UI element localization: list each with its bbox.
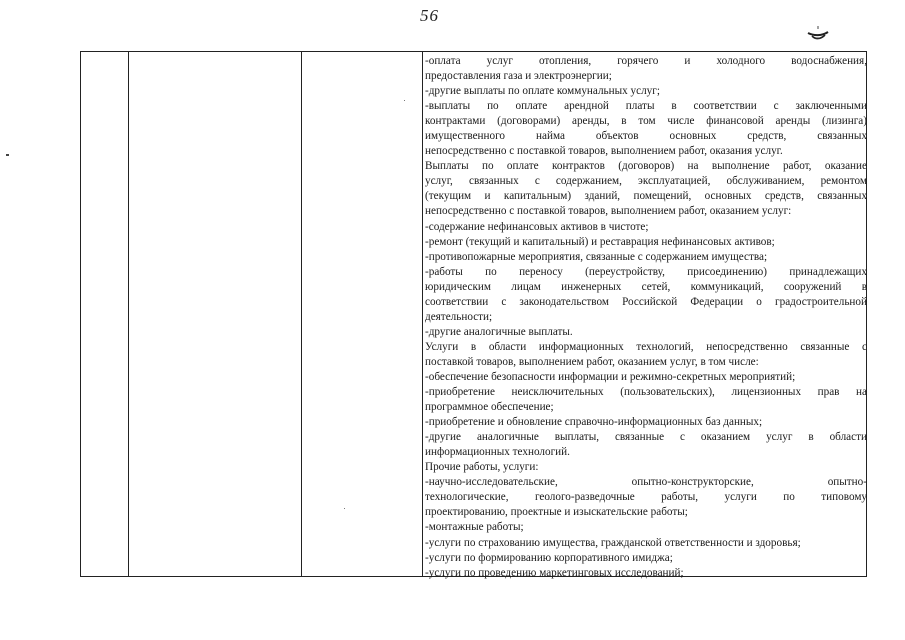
text-line: контрактами (договорами) аренды, в том числе финансовой аренды (лизинга) [425, 115, 867, 128]
text-line: предоставления газа и электроэнергии; [425, 70, 612, 83]
column-divider [301, 52, 302, 576]
text-line: -другие выплаты по оплате коммунальных услуг; [425, 85, 660, 98]
text-line: имущественного найма объектов основных средств, связанных [425, 130, 867, 143]
scan-artifact-mark [6, 154, 9, 156]
text-line: -содержание нефинансовых активов в чистоте; [425, 220, 649, 233]
text-line: -выплаты по оплате арендной платы в соответствии с заключенными [425, 100, 867, 113]
text-line: -услуги по проведению маркетинговых исследований; [425, 566, 684, 579]
text-line: услуг, связанных с содержанием, эксплуатацией, обслуживанием, ремонтом [425, 175, 867, 188]
text-line: информационных технологий. [425, 446, 570, 459]
text-line: (текущим и капитальным) зданий, помещений, основных средств, связанных [425, 190, 867, 203]
text-line: -монтажные работы; [425, 521, 524, 534]
text-line: -научно-исследовательские, опытно-конструкторские, опытно- [425, 476, 867, 489]
text-line: Услуги в области информационных технологий, непосредственно связанные с [425, 340, 867, 353]
text-line: -услуги по формированию корпоративного имиджа; [425, 551, 673, 564]
text-line: непосредственно с поставкой товаров, выполнением работ, оказанием услуг: [425, 205, 792, 218]
text-line: -другие аналогичные выплаты. [425, 325, 573, 338]
text-line: -работы по переносу (переустройству, присоединению) принадлежащих [425, 265, 867, 278]
text-line: Прочие работы, услуги: [425, 461, 539, 474]
text-line: -другие аналогичные выплаты, связанные с оказанием услуг в области [425, 431, 867, 444]
text-line: -ремонт (текущий и капитальный) и реставрация нефинансовых активов; [425, 235, 775, 248]
text-line: юридическим лицам инженерных сетей, коммуникаций, сооружений в [425, 280, 867, 293]
handwritten-mark-icon [806, 24, 830, 44]
column-divider [128, 52, 129, 576]
text-line: технологические, геолого-разведочные работы, услуги по типовому [425, 491, 867, 504]
text-line: соответствии с законодательством Российской Федерации о градостроительной [425, 295, 867, 308]
text-line: -противопожарные мероприятия, связанные с содержанием имущества; [425, 250, 768, 263]
text-line: непосредственно с поставкой товаров, выполнением работ, оказания услуг. [425, 145, 783, 158]
page-number: 56 [420, 6, 439, 25]
text-line: деятельности; [425, 310, 493, 323]
text-line: -обеспечение безопасности информации и режимно-секретных мероприятий; [425, 370, 796, 383]
text-line: -услуги по страхованию имущества, гражданской ответственности и здоровья; [425, 536, 801, 549]
text-line: Выплаты по оплате контрактов (договоров) на выполнение работ, оказание [425, 160, 867, 173]
text-line: проектированию, проектные и изыскательские работы; [425, 506, 688, 519]
description-cell [425, 54, 867, 581]
text-line: программное обеспечение; [425, 401, 554, 414]
text-line: -приобретение и обновление справочно-информационных баз данных; [425, 416, 763, 429]
text-line: поставкой товаров, выполнением работ, оказанием услуг, в том числе: [425, 355, 759, 368]
text-line: -оплата услуг отопления, горячего и холодного водоснабжения, [425, 55, 867, 67]
text-line: -приобретение неисключительных (пользовательских), лицензионных прав на [425, 386, 867, 399]
document-table [80, 51, 867, 577]
column-divider [422, 52, 423, 576]
